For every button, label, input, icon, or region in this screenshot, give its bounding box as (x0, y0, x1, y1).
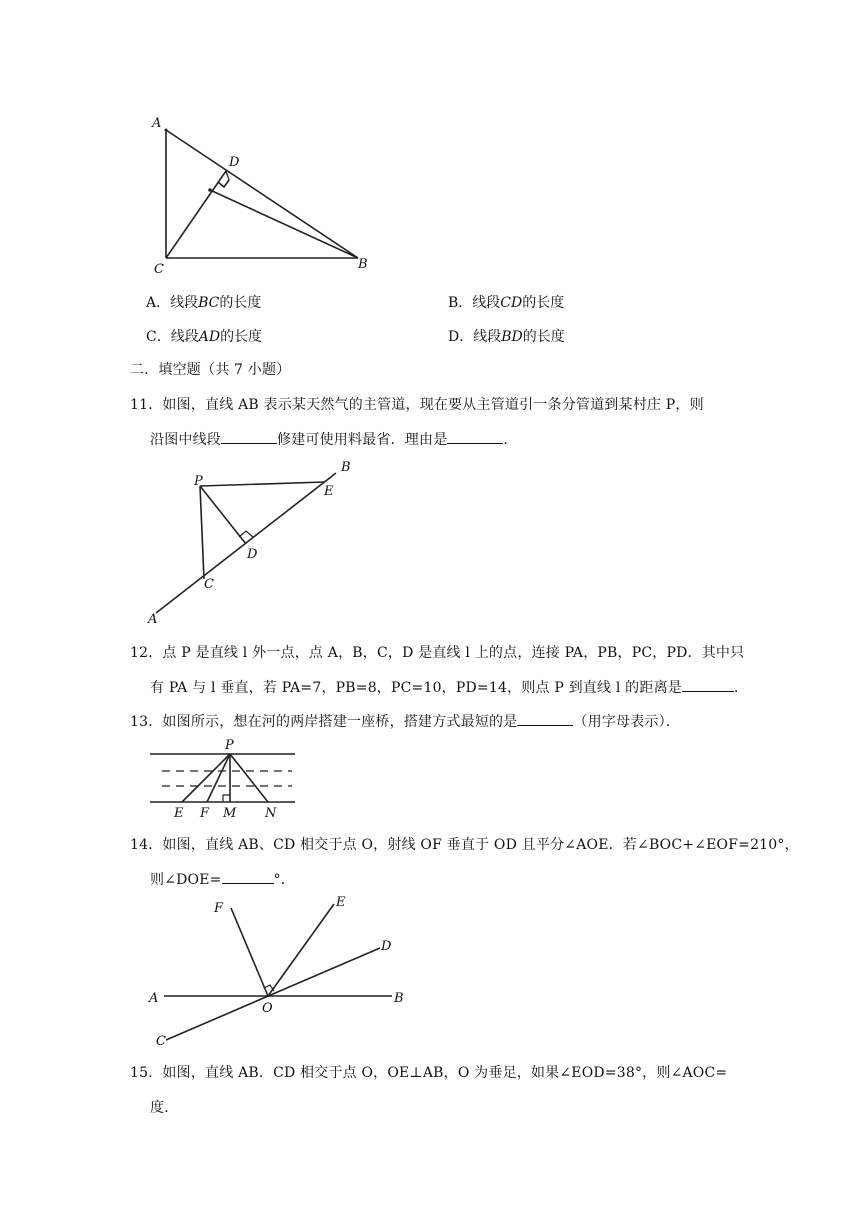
answer-blank[interactable] (222, 869, 274, 884)
answer-blank[interactable] (221, 429, 277, 444)
label-e: E (324, 484, 334, 499)
q11-line1: 11．如图，直线 AB 表示某天然气的主管道，现在要从主管道引一条分管道到某村庄 P，则 (130, 397, 704, 413)
figure-angles (140, 890, 420, 1050)
label-f: F (214, 901, 224, 916)
label-b: B (394, 991, 404, 1006)
option-c: C．线段AD的长度 (146, 329, 263, 345)
q12-line1: 12．点 P 是直线 l 外一点，点 A，B，C，D 是直线 l 上的点，连接 PA，PB，PC，PD．其中只 (130, 645, 745, 661)
label-m: M (223, 806, 237, 821)
label-a: A (149, 991, 159, 1006)
label-n: N (265, 806, 277, 821)
q12-line2: 有 PA 与 l 垂直，若 PA=7，PB=8，PC=10，PD=14，则点 P 到直线 l 的距离是 ． (150, 677, 748, 697)
label-o: O (262, 1001, 273, 1016)
label-c: C (154, 262, 164, 277)
q11-line2: 沿图中线段 修建可使用料最省．理由是 ． (150, 429, 518, 449)
answer-blank[interactable] (517, 711, 573, 726)
option-b: B．线段CD的长度 (448, 295, 565, 311)
figure-triangle-abc (140, 110, 390, 280)
figure-river (140, 734, 310, 824)
label-a: A (148, 612, 158, 627)
answer-blank[interactable] (682, 677, 734, 692)
label-b: B (341, 460, 351, 475)
label-p: P (194, 474, 203, 489)
q13-line1: 13．如图所示，想在河的两岸搭建一座桥，搭建方式最短的是 （用字母表示）． (130, 711, 680, 731)
option-a: A．线段BC的长度 (146, 295, 262, 311)
label-c: C (204, 577, 214, 592)
section-heading: 二．填空题（共 7 小题） (130, 362, 291, 378)
answer-blank[interactable] (447, 429, 503, 444)
label-d: D (247, 547, 258, 562)
label-a: A (152, 116, 162, 131)
q15-line1: 15．如图，直线 AB．CD 相交于点 O，OE⊥AB，O 为垂足，如果∠EOD=38°，则∠AOC= (130, 1065, 728, 1081)
label-c: C (156, 1034, 166, 1049)
option-d: D．线段BD的长度 (448, 329, 565, 345)
label-d: D (381, 939, 392, 954)
label-e: E (174, 806, 184, 821)
q14-line2: 则∠DOE= °． (150, 869, 295, 889)
label-e: E (336, 895, 346, 910)
figure-pipeline (140, 455, 380, 630)
q15-line2: 度． (150, 1100, 179, 1116)
label-p: P (225, 738, 234, 753)
label-d: D (229, 155, 240, 170)
q14-line1: 14．如图，直线 AB、CD 相交于点 O，射线 OF 垂直于 OD 且平分∠AOE．若∠BOC+∠EOF=210°， (130, 837, 799, 853)
label-f: F (200, 806, 210, 821)
label-b: B (358, 257, 368, 272)
